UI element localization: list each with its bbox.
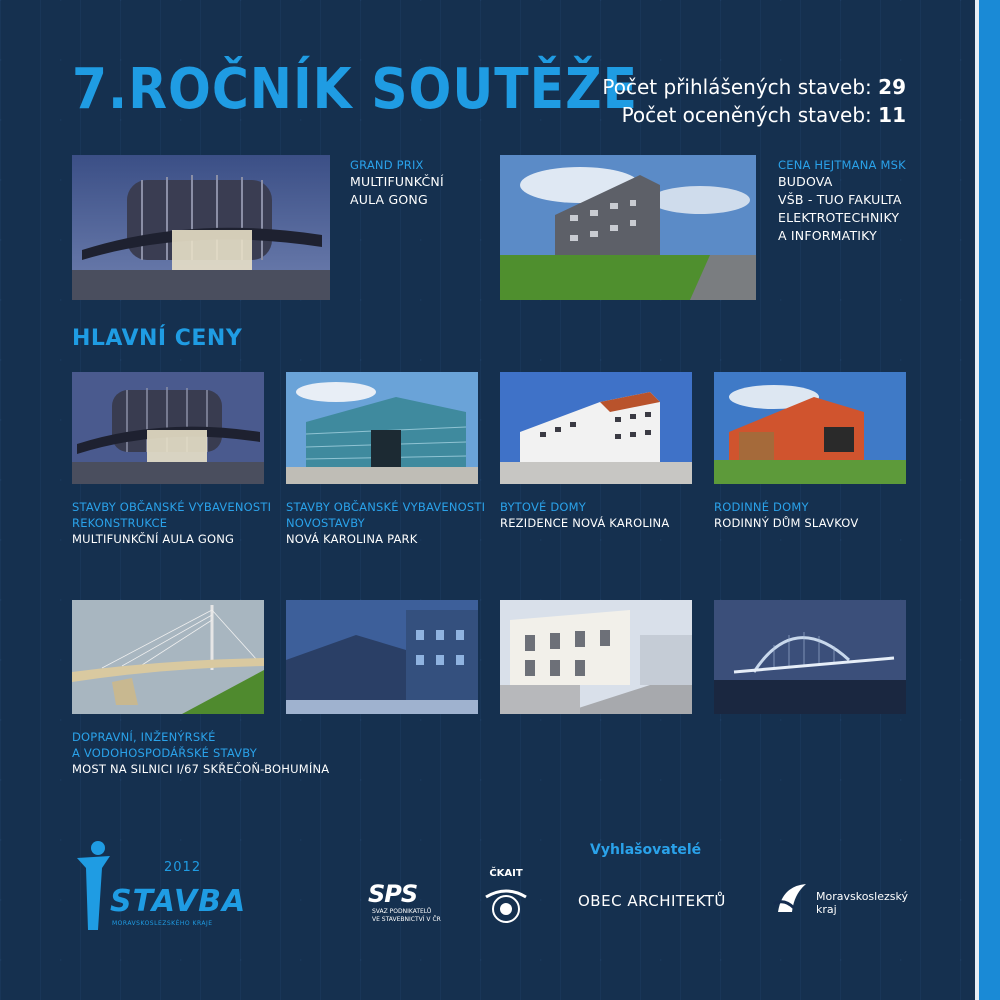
photo-aula-gong[interactable] <box>72 372 264 484</box>
grand-prix-caption <box>350 157 444 209</box>
ckait-emblem-icon <box>482 879 530 927</box>
hejtman-award-caption <box>778 157 906 245</box>
ckait-word: ČKAIT <box>489 868 523 879</box>
hejtman-award-name-line: VŠB - TUO FAKULTA <box>778 192 902 207</box>
stavba-word: STAVBA <box>110 884 247 919</box>
photo-rodinny-dum-slavkov[interactable] <box>714 372 906 484</box>
photo-industrial-building[interactable] <box>286 600 478 714</box>
registered-value: 29 <box>878 75 906 99</box>
announcers-label: Vyhlašovatelé <box>590 842 702 858</box>
hejtman-award-name-line: ELEKTROTECHNIKY <box>778 210 900 225</box>
stavba-year: 2012 <box>164 860 202 875</box>
msk-line: kraj <box>816 903 837 916</box>
ckait-logo <box>476 868 536 938</box>
registered-label: Počet přihlášených staveb: <box>602 75 872 99</box>
right-edge-bar <box>979 0 1000 1000</box>
prize-category-line: RODINNÉ DOMY <box>714 500 809 514</box>
prize-name: RODINNÝ DŮM SLAVKOV <box>714 516 859 530</box>
prize-category-line: STAVBY OBČANSKÉ VYBAVENOSTI <box>286 500 486 514</box>
photo-historic-building[interactable] <box>500 600 692 714</box>
photo-arch-bridge-night[interactable] <box>714 600 906 714</box>
prize-category-line: DOPRAVNÍ, INŽENÝRSKÉ <box>72 730 216 744</box>
prize-caption-civic-new <box>286 499 485 547</box>
hejtman-award-name-line: BUDOVA <box>778 174 833 189</box>
prize-name: NOVÁ KAROLINA PARK <box>286 532 418 546</box>
sps-word: SPS <box>368 880 418 908</box>
prize-category-line: A VODOHOSPODÁŘSKÉ STAVBY <box>72 746 257 760</box>
prize-category-line: STAVBY OBČANSKÉ VYBAVENOSTI <box>72 500 272 514</box>
awarded-label: Počet oceněných staveb: <box>621 103 872 127</box>
prize-caption-civic-reconstruction <box>72 499 271 547</box>
competition-stats <box>602 73 906 129</box>
awarded-count <box>602 101 906 129</box>
obec-architektu-logo: OBEC ARCHITEKTŮ <box>578 892 726 910</box>
prize-name: MULTIFUNKČNÍ AULA GONG <box>72 532 235 546</box>
photo-most-skrecon-bohumin[interactable] <box>72 600 264 714</box>
prize-category-line: BYTOVÉ DOMY <box>500 500 587 514</box>
sps-logo <box>362 880 442 930</box>
msk-line: Moravskoslezský <box>816 890 908 903</box>
prize-name: REZIDENCE NOVÁ KAROLINA <box>500 516 670 530</box>
page-title: 7.ROČNÍK SOUTĚŽE <box>72 57 639 122</box>
photo-rezidence-nova-karolina[interactable] <box>500 372 692 484</box>
awarded-value: 11 <box>878 103 906 127</box>
msk-text <box>816 890 908 916</box>
stavba-figure-icon <box>72 838 112 938</box>
prize-caption-family-house <box>714 499 858 531</box>
prize-category-line: NOVOSTAVBY <box>286 516 365 530</box>
main-prizes-heading: HLAVNÍ CENY <box>72 326 243 351</box>
prize-caption-residential <box>500 499 669 531</box>
photo-nova-karolina-park[interactable] <box>286 372 478 484</box>
grand-prix-name-line: AULA GONG <box>350 192 428 207</box>
sps-subtitle <box>372 908 441 924</box>
stavba-subtitle: MORAVSKOSLEZSKÉHO KRAJE <box>112 920 213 927</box>
photo-aula-gong-grand-prix[interactable] <box>72 155 330 300</box>
grand-prix-name-line: MULTIFUNKČNÍ <box>350 174 444 189</box>
photo-vsb-faculty[interactable] <box>500 155 756 300</box>
registered-count <box>602 73 906 101</box>
stavba-logo <box>72 838 247 938</box>
sps-subtitle-line: SVAZ PODNIKATELŮ <box>372 908 432 915</box>
sps-subtitle-line: VE STAVEBNICTVÍ V ČR <box>372 916 441 923</box>
hejtman-award-name-line: A INFORMATIKY <box>778 228 877 243</box>
prize-name: MOST NA SILNICI I/67 SKŘEČOŇ-BOHUMÍNA <box>72 762 330 776</box>
msk-emblem-icon <box>772 878 812 918</box>
grand-prix-category: GRAND PRIX <box>350 158 424 172</box>
prize-caption-transport <box>72 729 329 777</box>
moravskoslezsky-kraj-logo <box>772 878 922 928</box>
prize-category-line: REKONSTRUKCE <box>72 516 168 530</box>
hejtman-award-category: CENA HEJTMANA MSK <box>778 158 906 172</box>
